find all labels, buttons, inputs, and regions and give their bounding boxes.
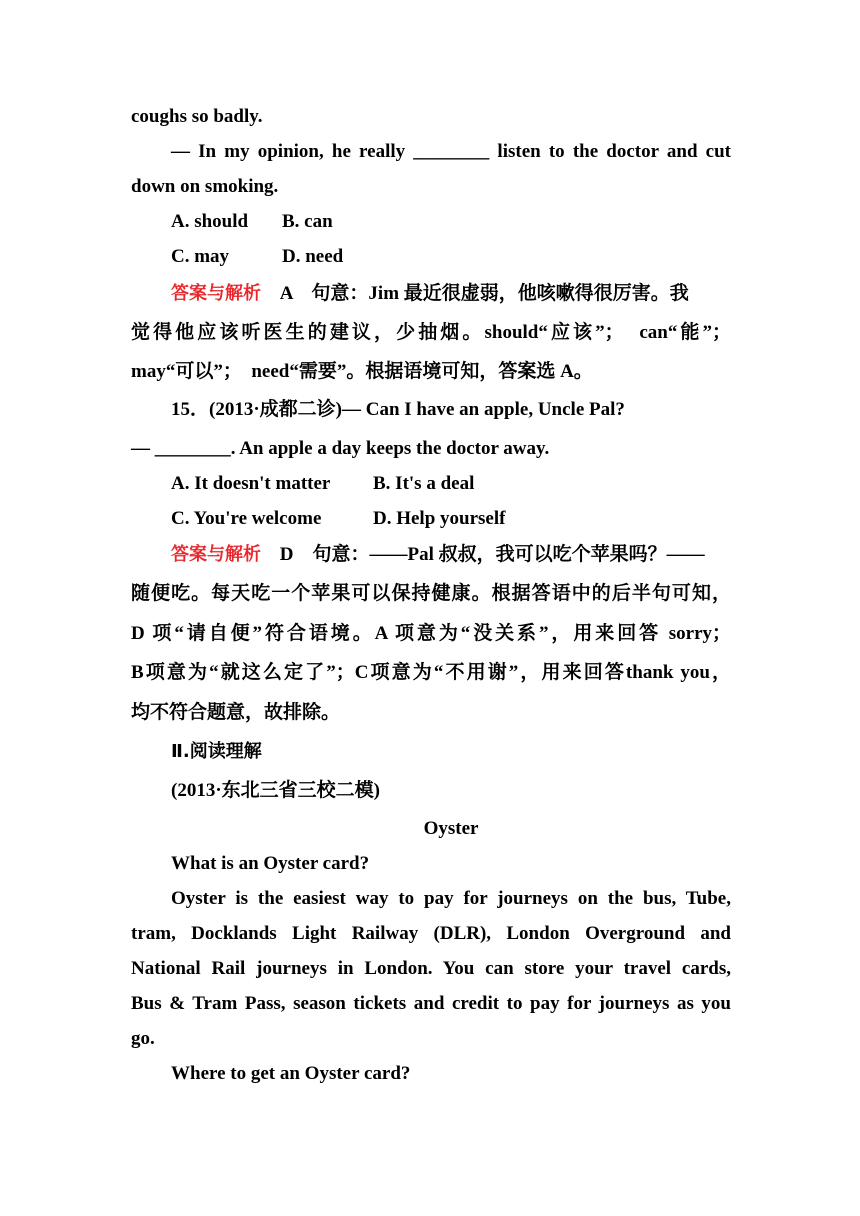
q15-option-a: A. It doesn't matter — [171, 473, 331, 494]
q14-stem-line2: — In my opinion, he really ________ listen to the doctor and cut — [171, 141, 731, 162]
q15-answer-line3: D 项“请自便”符合语境。A 项意为“没关系”，用来回答 sorry； — [131, 623, 731, 644]
q15-option-b: B. It's a deal — [373, 473, 475, 494]
q15-option-c: C. You're welcome — [171, 508, 322, 529]
q14-answer-line1 — [171, 281, 731, 307]
q14-answer-line2: 觉得他应该听医生的建议，少抽烟。should“应该”； can“能”； — [131, 322, 731, 343]
q14-answer-text: A 句意：Jim 最近很虚弱，他咳嗽得很厉害。我 — [279, 283, 689, 304]
q15-options-row2 — [171, 506, 731, 532]
q14-option-c: C. may — [171, 246, 230, 267]
q14-stem-line1: coughs so badly. — [131, 106, 263, 127]
passage-question-1: What is an Oyster card? — [171, 853, 370, 874]
section-heading: Ⅱ.阅读理解 — [171, 741, 262, 762]
q14-option-d: D. need — [282, 246, 344, 267]
q15-answer-line1 — [171, 542, 731, 568]
q14-options-row1 — [171, 209, 731, 235]
passage-source: (2013·东北三省三校二模) — [171, 780, 380, 801]
q15-stem-line2: — ________. An apple a day keeps the doctor away. — [131, 438, 550, 459]
q15-answer-text: D 句意：——Pal 叔叔，我可以吃个苹果吗？—— — [279, 544, 705, 565]
passage-para-line1: Oyster is the easiest way to pay for journeys on the bus, Tube, — [171, 888, 731, 909]
q15-stem-line1: 15．(2013·成都二诊)— Can I have an apple, Uncle Pal? — [171, 399, 625, 420]
passage-para-line4: Bus & Tram Pass, season tickets and credit to pay for journeys as you — [131, 993, 731, 1014]
passage-para-line3: National Rail journeys in London. You can store your travel cards, — [131, 958, 731, 979]
q15-answer-line4: B项意为“就这么定了”；C项意为“不用谢”，用来回答thank you， — [131, 662, 731, 683]
passage-title: Oyster — [423, 818, 479, 839]
q14-options-row2 — [171, 244, 731, 270]
q14-option-a: A. should — [171, 211, 249, 232]
q15-option-d: D. Help yourself — [373, 508, 506, 529]
q15-answer-line5: 均不符合题意，故排除。 — [131, 702, 341, 723]
passage-question-2: Where to get an Oyster card? — [171, 1063, 411, 1084]
q14-option-b: B. can — [282, 211, 333, 232]
q14-answer-label: 答案与解析 — [171, 283, 261, 304]
q14-stem-line3: down on smoking. — [131, 176, 279, 197]
passage-para-line5: go. — [131, 1028, 155, 1049]
q15-answer-line2: 随便吃。每天吃一个苹果可以保持健康。根据答语中的后半句可知， — [131, 583, 731, 604]
q15-answer-label: 答案与解析 — [171, 544, 261, 565]
q15-options-row1 — [171, 471, 731, 497]
passage-para-line2: tram, Docklands Light Railway (DLR), London Overground and — [131, 923, 731, 944]
q14-answer-line3: may“可以”； need“需要”。根据语境可知，答案选 A。 — [131, 361, 593, 382]
